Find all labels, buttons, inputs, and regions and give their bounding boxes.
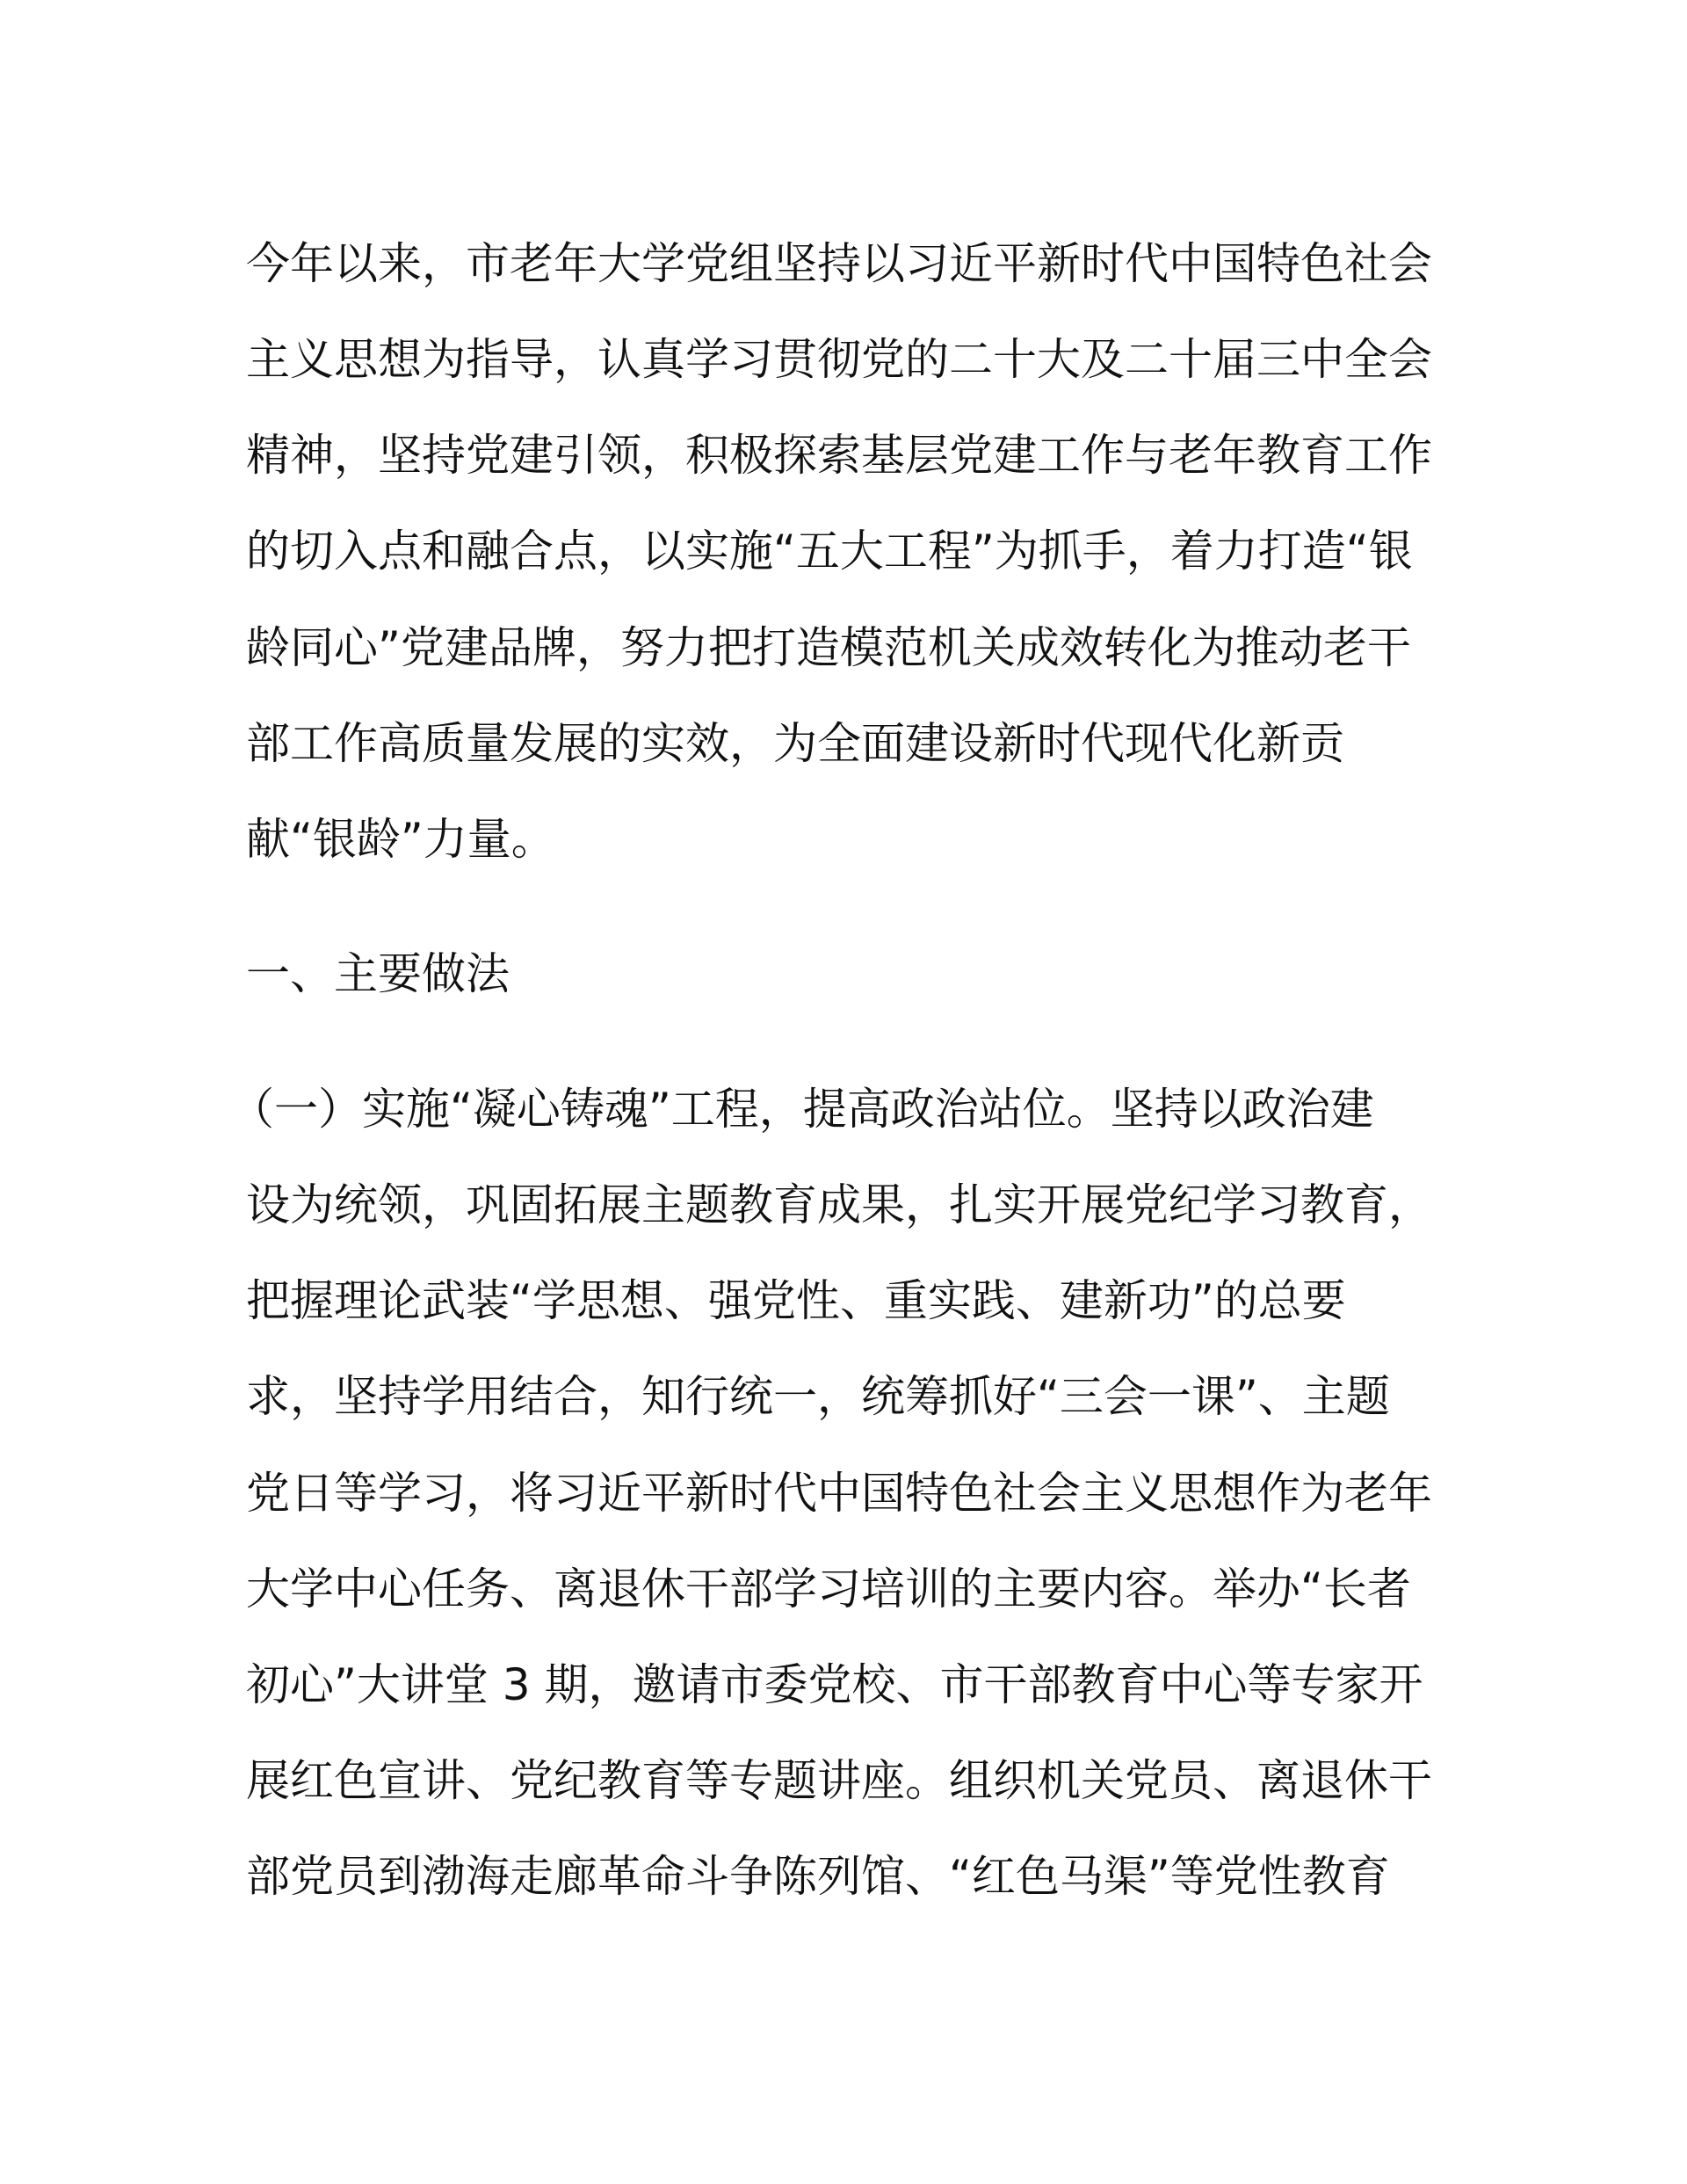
text-line: 龄同心”党建品牌，努力把打造模范机关成效转化为推动老干 — [246, 622, 1411, 673]
text-line: 设为统领，巩固拓展主题教育成果，扎实开展党纪学习教育， — [246, 1179, 1432, 1230]
text-line: 部工作高质量发展的实效，为全面建设新时代现代化新贡 — [246, 718, 1344, 769]
text-line: 精神，坚持党建引领，积极探索基层党建工作与老年教育工作 — [246, 430, 1432, 481]
text-line: 求，坚持学用结合，知行统一，统筹抓好“三会一课”、主题 — [246, 1371, 1390, 1422]
text-line: 献“银龄”力量。 — [246, 814, 555, 865]
text-line: 今年以来，市老年大学党组坚持以习近平新时代中国特色社会 — [246, 238, 1432, 289]
text-line: 把握理论武装“学思想、强党性、重实践、建新功”的总要 — [246, 1275, 1346, 1326]
text-line: 主义思想为指导，认真学习贯彻党的二十大及二十届三中全会 — [246, 334, 1432, 385]
text-line: 展红色宣讲、党纪教育等专题讲座。组织机关党员、离退休干 — [246, 1755, 1432, 1806]
text-line: 党日等学习，将习近平新时代中国特色社会主义思想作为老年 — [246, 1468, 1432, 1519]
text-line: 初心”大讲堂 3 期，邀请市委党校、市干部教育中心等专家开 — [246, 1659, 1423, 1710]
section-heading: 一、主要做法 — [246, 948, 510, 999]
text-line: （一）实施“凝心铸魂”工程，提高政治站位。坚持以政治建 — [230, 1084, 1374, 1135]
text-line: 大学中心任务、离退休干部学习培训的主要内容。举办“长者 — [246, 1564, 1411, 1614]
text-line: 部党员到渤海走廊革命斗争陈列馆、“红色马渠”等党性教育 — [246, 1851, 1390, 1902]
text-line: 的切入点和融合点，以实施“五大工程”为抓手，着力打造“银 — [246, 526, 1413, 577]
